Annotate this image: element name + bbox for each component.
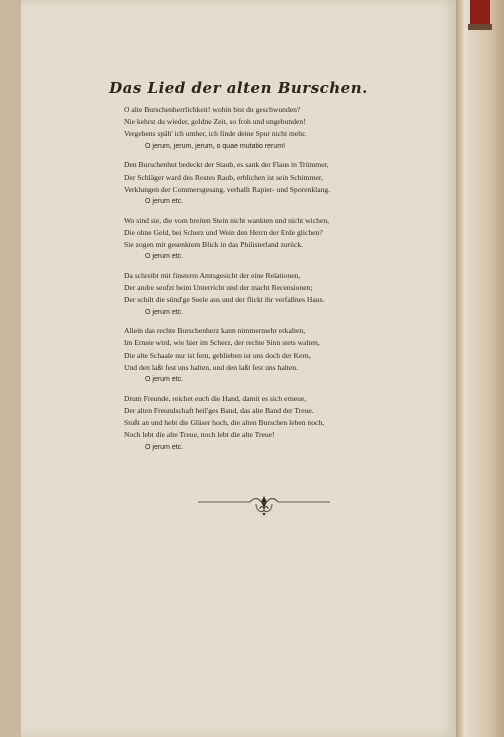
verse-line: Stoßt an und hebt die Gläser hoch, die alten Burschen leben noch,: [124, 418, 325, 428]
verse-line: Da schreibt mit finsterm Amtsgesicht der eine Relationen,: [124, 270, 301, 280]
refrain-line: O jerum etc.: [145, 197, 184, 205]
stanza: [124, 159, 424, 208]
refrain-line: O jerum etc.: [145, 308, 184, 316]
verse-line: Noch lebt die alte Treue, noch lebt die alte Treue!: [124, 430, 275, 440]
stanza: [124, 104, 424, 153]
verse-line: Der andre seufzt beim Unterricht und der macht Recensionen;: [124, 283, 313, 293]
bookmark-ribbon-end: [468, 24, 492, 30]
verse-line: Sie zogen mit gesenktem Blick in das Philisterland zurück.: [124, 240, 304, 250]
refrain-line: O jerum etc.: [145, 376, 184, 384]
verse-line: Im Ernste wird, wie hier im Scherz, der rechte Sinn stets walten,: [124, 338, 320, 348]
verse-line: Den Burschenhut bedeckt der Staub, es sank der Flaus in Trümmer,: [124, 160, 329, 170]
poem-title: Das Lied der alten Burschen.: [109, 79, 368, 97]
verse-line: Nie kehrst du wieder, goldne Zeit, so froh und ungebunden!: [124, 117, 306, 127]
verse-line: Und den laßt fest uns halten, und den laßt fest uns halten.: [124, 362, 298, 372]
refrain-line: O jerum etc.: [145, 443, 184, 451]
stanza: [124, 393, 424, 454]
poem-body: [124, 104, 424, 460]
refrain-line: O jerum, jerum, jerum, o quae mutatio rerum!: [145, 142, 286, 150]
stanza: [124, 215, 424, 264]
bookmark-ribbon: [470, 0, 490, 24]
verse-line: O alte Burschenherrlichkeit! wohin bist du geschwunden?: [124, 105, 301, 114]
stanza: [124, 325, 424, 386]
stanza: [124, 270, 424, 319]
verse-line: Wo sind sie, die vom breiten Stein nicht wankten und nicht wichen,: [124, 215, 330, 225]
verse-line: Der schilt die sünd'ge Seele aus und der flickt ihr verfallnes Haus.: [124, 295, 325, 305]
fleuron-divider-icon: [198, 494, 330, 518]
verse-line: Der Schläger ward des Rostes Raub, erblichen ist sein Schimmer,: [124, 172, 323, 182]
refrain-line: O jerum etc.: [145, 253, 184, 261]
verse-line: Verklungen der Commersgesang, verhallt Rapier- und Sporenklang.: [124, 184, 331, 194]
book-spine-edge: [456, 0, 504, 737]
verse-line: Drum Freunde, reichet euch die Hand, damit es sich erneue,: [124, 393, 307, 403]
verse-line: Der alten Freundschaft heil'ges Band, das alte Band der Treue.: [124, 405, 314, 415]
verse-line: Die ohne Geld, bei Scherz und Wein den Herrn der Erde glichen?: [124, 227, 323, 237]
verse-line: Die alte Schaale nur ist fern, geblieben ist uns doch der Kern,: [124, 350, 311, 360]
verse-line: Vergebens späh' ich umher, ich finde deine Spur nicht mehr.: [124, 129, 307, 139]
verse-line: Allein das rechte Burschenherz kann nimmermehr erkalten,: [124, 326, 306, 336]
